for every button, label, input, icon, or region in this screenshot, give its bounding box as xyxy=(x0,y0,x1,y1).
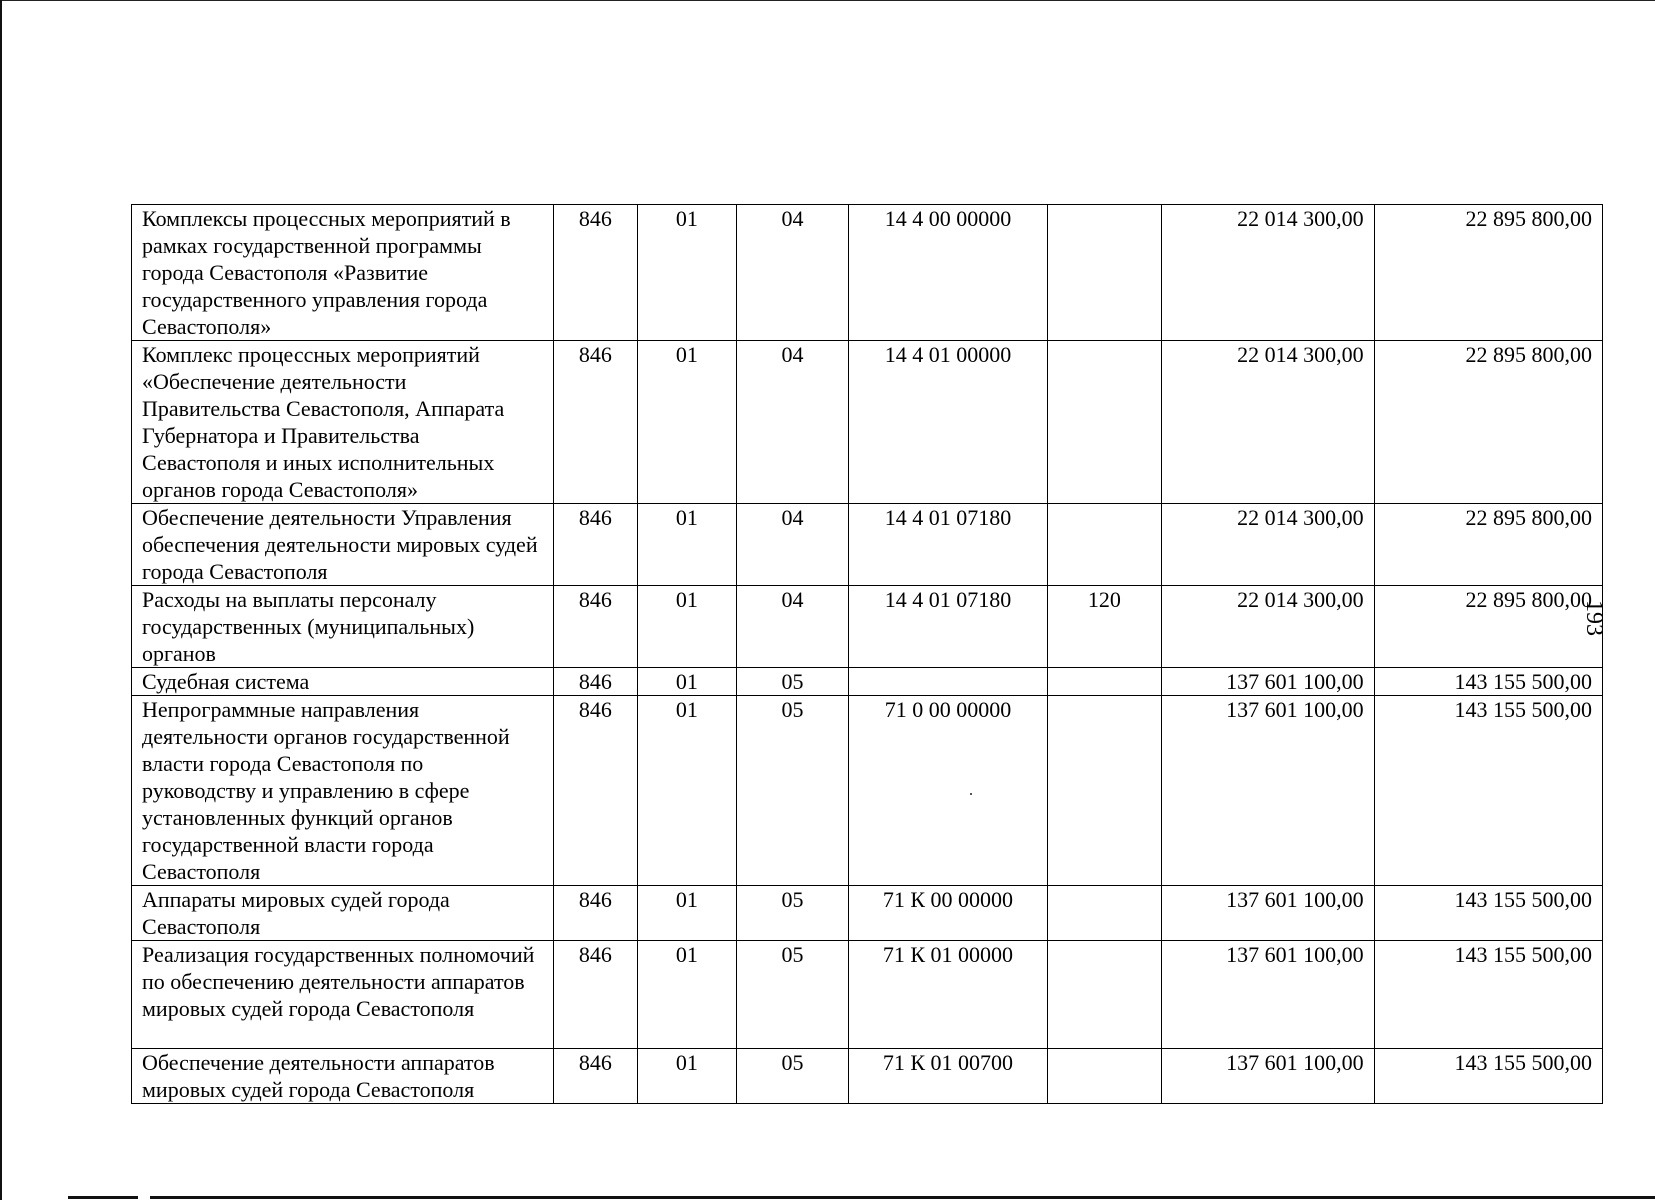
row-sum-1: 137 601 100,00 xyxy=(1162,1049,1374,1104)
table-row xyxy=(132,341,1603,504)
row-subsection: 04 xyxy=(736,205,849,341)
row-expense-type xyxy=(1047,504,1162,586)
table-row xyxy=(132,941,1603,1049)
row-section: 01 xyxy=(638,696,737,886)
row-name: Аппараты мировых судей города Севастополя xyxy=(132,886,554,941)
row-target-article: 71 0 00 00000 xyxy=(849,696,1047,886)
row-name: Комплекс процессных мероприятий «Обеспечение деятельности Правительства Севастополя, Аппарата Губернатора и Правительства Севастополя и иных исполнительных органов города Севастополя» xyxy=(132,341,554,504)
row-section: 01 xyxy=(638,205,737,341)
row-expense-type xyxy=(1047,668,1162,696)
row-subsection: 05 xyxy=(736,941,849,1049)
row-sum-1: 22 014 300,00 xyxy=(1162,205,1374,341)
row-target-article: 14 4 01 07180 xyxy=(849,586,1047,668)
row-sum-2: 22 895 800,00 xyxy=(1374,341,1602,504)
scan-speck xyxy=(970,793,972,795)
table-row xyxy=(132,696,1603,886)
row-target-article: 71 К 01 00700 xyxy=(849,1049,1047,1104)
row-sum-2: 22 895 800,00 xyxy=(1374,504,1602,586)
row-section: 01 xyxy=(638,886,737,941)
row-expense-type xyxy=(1047,941,1162,1049)
row-subsection: 05 xyxy=(736,668,849,696)
table-row xyxy=(132,1049,1603,1104)
row-grbs: 846 xyxy=(553,696,638,886)
table-row xyxy=(132,504,1603,586)
row-target-article: 14 4 01 00000 xyxy=(849,341,1047,504)
row-name: Комплексы процессных мероприятий в рамках государственной программы города Севастополя «Развитие государственного управления города Севастополя» xyxy=(132,205,554,341)
row-grbs: 846 xyxy=(553,941,638,1049)
row-expense-type xyxy=(1047,1049,1162,1104)
row-name: Обеспечение деятельности Управления обеспечения деятельности мировых судей города Севастополя xyxy=(132,504,554,586)
row-subsection: 05 xyxy=(736,886,849,941)
row-expense-type xyxy=(1047,886,1162,941)
row-sum-2: 143 155 500,00 xyxy=(1374,1049,1602,1104)
row-sum-2: 143 155 500,00 xyxy=(1374,886,1602,941)
row-grbs: 846 xyxy=(553,504,638,586)
row-sum-2: 22 895 800,00 xyxy=(1374,205,1602,341)
row-target-article: 14 4 00 00000 xyxy=(849,205,1047,341)
row-target-article xyxy=(849,668,1047,696)
table-row xyxy=(132,205,1603,341)
budget-table xyxy=(131,204,1603,1104)
row-sum-1: 137 601 100,00 xyxy=(1162,941,1374,1049)
row-section: 01 xyxy=(638,941,737,1049)
row-grbs: 846 xyxy=(553,668,638,696)
row-name: Судебная система xyxy=(132,668,554,696)
row-grbs: 846 xyxy=(553,205,638,341)
row-sum-1: 137 601 100,00 xyxy=(1162,696,1374,886)
row-sum-2: 22 895 800,00 xyxy=(1374,586,1602,668)
row-section: 01 xyxy=(638,341,737,504)
row-target-article: 71 К 00 00000 xyxy=(849,886,1047,941)
row-sum-1: 22 014 300,00 xyxy=(1162,504,1374,586)
scan-edge-bottom xyxy=(150,1196,1655,1199)
scan-edge-left xyxy=(0,0,2,1200)
row-expense-type xyxy=(1047,696,1162,886)
row-expense-type: 120 xyxy=(1047,586,1162,668)
row-sum-1: 137 601 100,00 xyxy=(1162,668,1374,696)
row-subsection: 04 xyxy=(736,341,849,504)
row-sum-1: 22 014 300,00 xyxy=(1162,586,1374,668)
table-row xyxy=(132,586,1603,668)
row-sum-2: 143 155 500,00 xyxy=(1374,696,1602,886)
row-sum-2: 143 155 500,00 xyxy=(1374,941,1602,1049)
row-name: Реализация государственных полномочий по обеспечению деятельности аппаратов мировых судей города Севастополя xyxy=(132,941,554,1049)
row-section: 01 xyxy=(638,668,737,696)
row-grbs: 846 xyxy=(553,886,638,941)
row-sum-1: 137 601 100,00 xyxy=(1162,886,1374,941)
page-number: 193 xyxy=(1581,600,1607,636)
row-expense-type xyxy=(1047,205,1162,341)
table-row xyxy=(132,668,1603,696)
row-subsection: 04 xyxy=(736,504,849,586)
row-section: 01 xyxy=(638,504,737,586)
row-subsection: 04 xyxy=(736,586,849,668)
row-grbs: 846 xyxy=(553,341,638,504)
table-row xyxy=(132,886,1603,941)
row-subsection: 05 xyxy=(736,696,849,886)
row-section: 01 xyxy=(638,586,737,668)
row-target-article: 14 4 01 07180 xyxy=(849,504,1047,586)
row-sum-1: 22 014 300,00 xyxy=(1162,341,1374,504)
row-target-article: 71 К 01 00000 xyxy=(849,941,1047,1049)
row-grbs: 846 xyxy=(553,1049,638,1104)
row-name: Обеспечение деятельности аппаратов мировых судей города Севастополя xyxy=(132,1049,554,1104)
row-expense-type xyxy=(1047,341,1162,504)
scan-edge-bottom-short xyxy=(68,1196,138,1199)
row-subsection: 05 xyxy=(736,1049,849,1104)
row-name: Непрограммные направления деятельности органов государственной власти города Севастополя по руководству и управлению в сфере установленных функций органов государственной власти города Севастополя xyxy=(132,696,554,886)
row-grbs: 846 xyxy=(553,586,638,668)
row-section: 01 xyxy=(638,1049,737,1104)
scan-edge-top xyxy=(0,0,1655,1)
row-name: Расходы на выплаты персоналу государственных (муниципальных) органов xyxy=(132,586,554,668)
row-sum-2: 143 155 500,00 xyxy=(1374,668,1602,696)
